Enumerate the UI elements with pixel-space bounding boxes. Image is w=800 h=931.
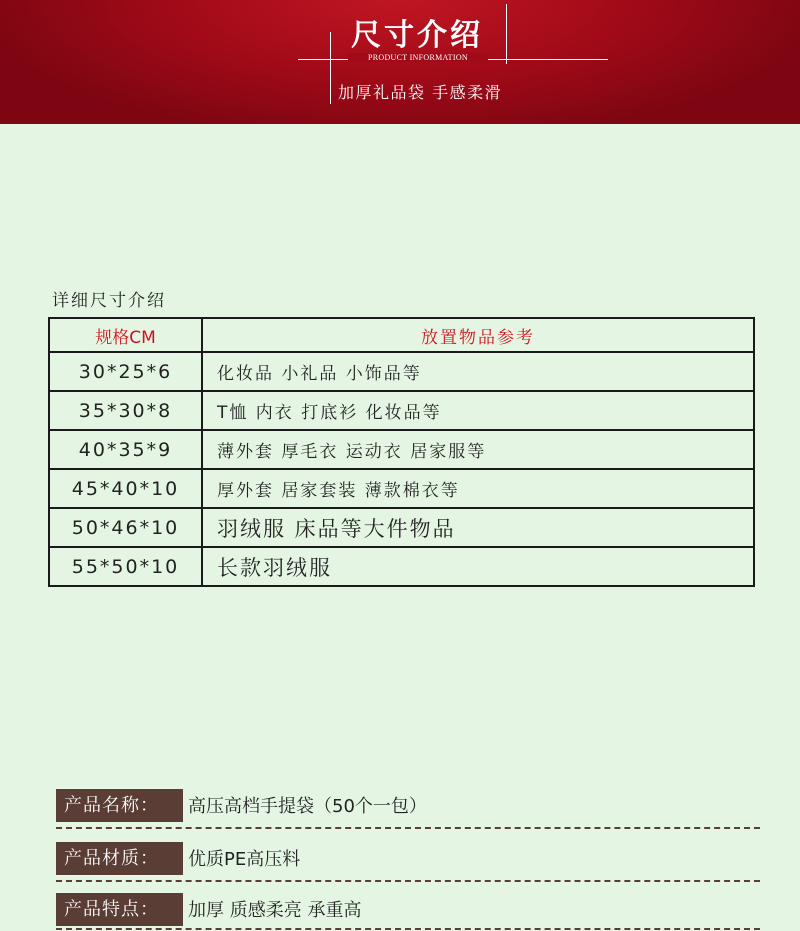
banner-rule-left <box>298 59 350 60</box>
items-cell: 化妆品 小礼品 小饰品等 <box>202 352 754 391</box>
banner-divider-left <box>330 32 331 104</box>
info-row-features <box>56 893 760 931</box>
table-row <box>49 469 754 508</box>
table-row <box>49 391 754 430</box>
size-cell: 30*25*6 <box>49 352 202 391</box>
header-banner <box>0 0 800 124</box>
header-size: 规格CM <box>49 318 202 352</box>
banner-title: 尺寸介绍 <box>351 18 483 53</box>
table-row <box>49 352 754 391</box>
items-cell: 薄外套 厚毛衣 运动衣 居家服等 <box>202 430 754 469</box>
info-value: 优质PE高压料 <box>188 849 301 870</box>
info-label: 产品材质： <box>56 842 183 875</box>
info-label: 产品名称： <box>56 789 183 822</box>
size-cell: 35*30*8 <box>49 391 202 430</box>
dashed-divider <box>56 827 760 829</box>
dashed-divider <box>56 928 760 930</box>
section-heading: 详细尺寸介绍 <box>52 291 166 311</box>
table-row <box>49 430 754 469</box>
items-cell: 长款羽绒服 <box>202 547 754 586</box>
items-cell: 羽绒服 床品等大件物品 <box>202 508 754 547</box>
size-cell: 45*40*10 <box>49 469 202 508</box>
banner-divider-right <box>506 4 507 64</box>
info-row-name <box>56 789 760 829</box>
dashed-divider <box>56 880 760 882</box>
size-cell: 50*46*10 <box>49 508 202 547</box>
size-cell: 40*35*9 <box>49 430 202 469</box>
info-value: 高压高档手提袋（50个一包） <box>188 796 427 817</box>
table-header-row <box>49 318 754 352</box>
header-items: 放置物品参考 <box>202 318 754 352</box>
banner-rule-right <box>486 59 608 60</box>
info-row-material <box>56 842 760 882</box>
items-cell: T恤 内衣 打底衫 化妆品等 <box>202 391 754 430</box>
table-row <box>49 508 754 547</box>
items-cell: 厚外套 居家套装 薄款棉衣等 <box>202 469 754 508</box>
table-row <box>49 547 754 586</box>
banner-slogan: 加厚礼品袋 手感柔滑 <box>338 83 503 102</box>
size-table <box>48 317 755 587</box>
banner-subtitle: PRODUCT INFORMATION <box>348 53 488 62</box>
size-cell: 55*50*10 <box>49 547 202 586</box>
info-label: 产品特点： <box>56 893 183 926</box>
info-value: 加厚 质感柔亮 承重高 <box>188 900 362 921</box>
